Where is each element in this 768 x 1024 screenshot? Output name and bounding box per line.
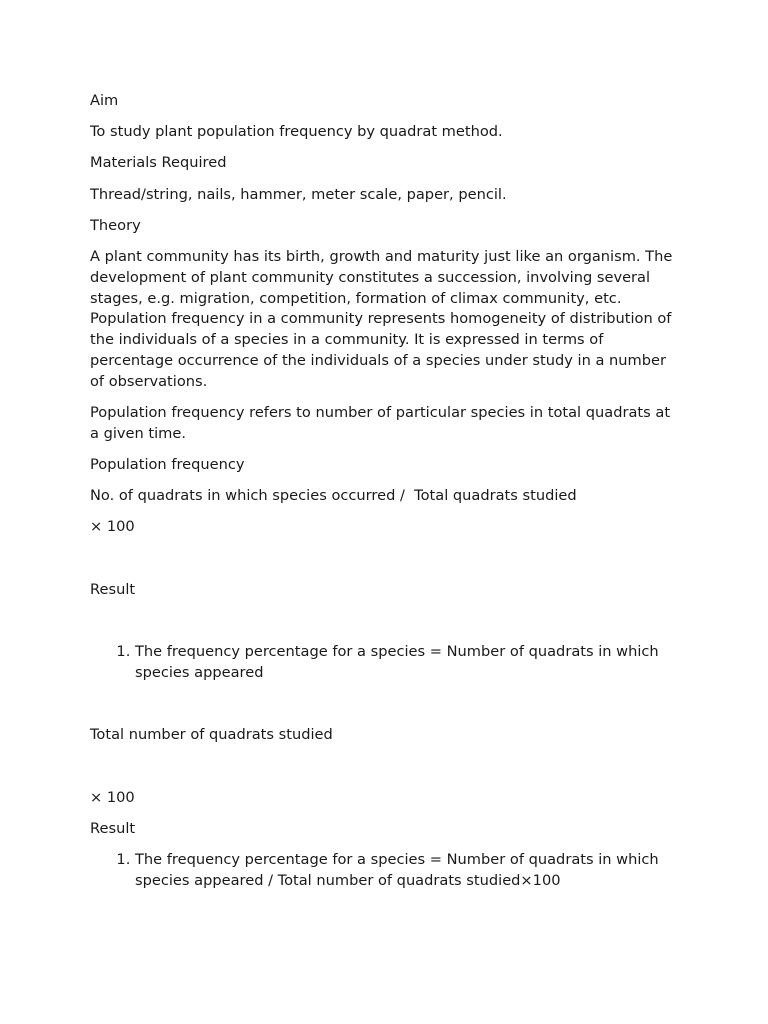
blank-line xyxy=(90,756,682,777)
theory-paragraph-2: Population frequency refers to number of particular species in total quadrats at a given time. xyxy=(90,403,671,442)
result-list xyxy=(90,642,682,684)
formula-multiplier: × 100 xyxy=(90,518,135,536)
aim-heading: Aim xyxy=(90,92,119,109)
result-heading: Result xyxy=(90,819,136,837)
list-item: 1. The frequency percentage for a species = Number of quadrats in which species appeared xyxy=(135,642,682,684)
multiplier-text: × 100 xyxy=(90,788,135,806)
formula-fraction: No. of quadrats in which species occurred / Total quadrats studied xyxy=(90,487,577,505)
blank-line xyxy=(90,548,682,569)
aim-text: To study plant population frequency by quadrat method. xyxy=(90,123,503,141)
result-heading: Result xyxy=(90,580,136,598)
result-list xyxy=(90,850,682,892)
denominator-text: Total number of quadrats studied xyxy=(90,726,333,744)
list-item: 1. The frequency percentage for a species = Number of quadrats in which species appeared / Total number of quadrats studied×100 xyxy=(135,850,682,892)
blank-line xyxy=(90,694,682,715)
materials-text: Thread/string, nails, hammer, meter scale, paper, pencil. xyxy=(90,185,507,203)
materials-heading: Materials Required xyxy=(90,154,227,172)
document-body xyxy=(90,91,682,902)
blank-line xyxy=(90,611,682,632)
formula-label: Population frequency xyxy=(90,455,245,473)
theory-paragraph-1: A plant community has its birth, growth and maturity just like an organism. The development of plant community constitutes a succession, involving several stages, e.g. migration, competition, formation of climax community, etc. Population frequency in a community represents homogeneity of distribution of the individuals of a species in a community. It is expressed in terms of percentage occurrence of the individuals of a species under study in a number of observations. xyxy=(90,247,673,390)
theory-heading: Theory xyxy=(90,216,141,234)
